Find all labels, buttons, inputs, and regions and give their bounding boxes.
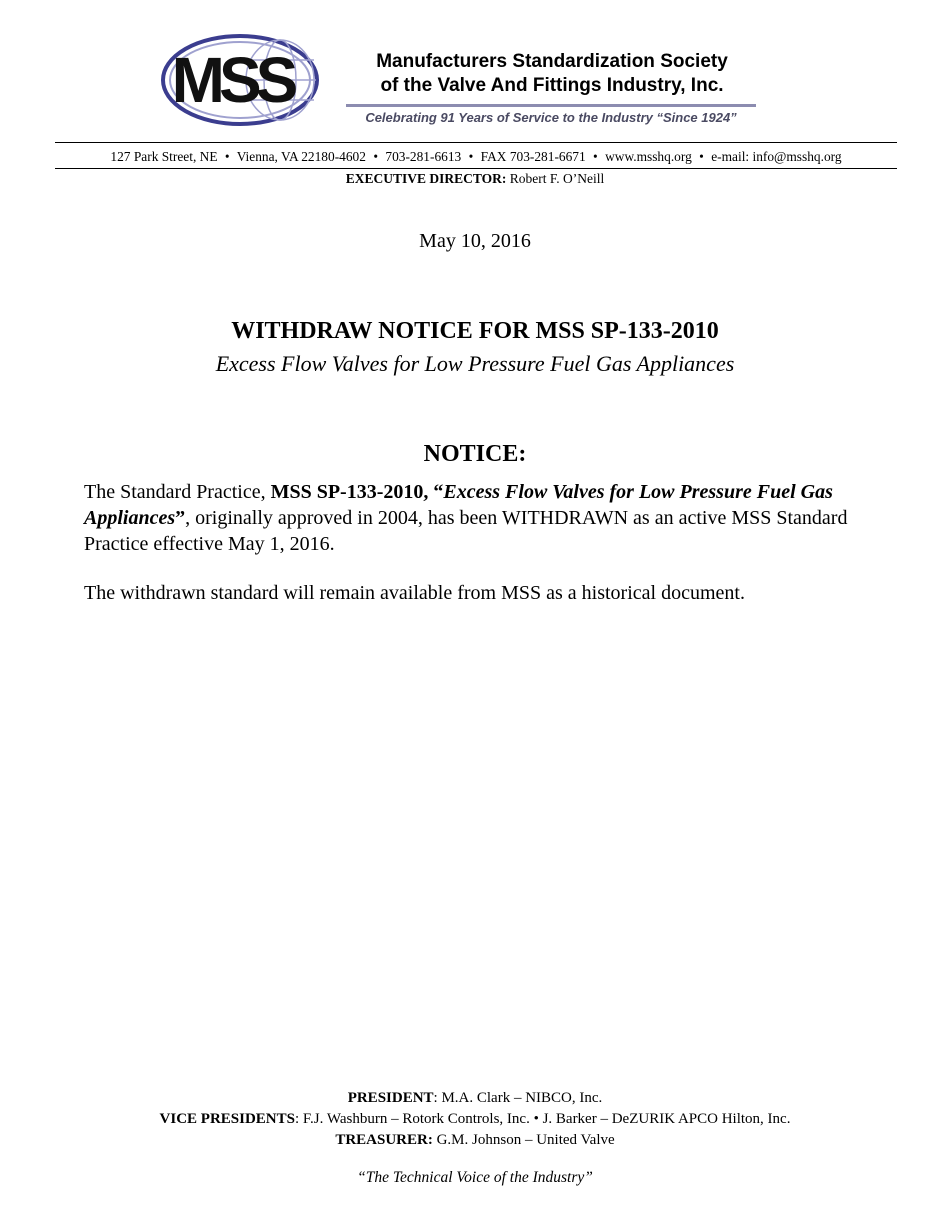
notice-paragraph xyxy=(84,479,884,557)
executive-director xyxy=(0,171,950,187)
org-name-line1: Manufacturers Standardization Society xyxy=(376,51,728,72)
website-link[interactable]: www.msshq.org xyxy=(605,149,692,164)
treasurer-value: G.M. Johnson – United Valve xyxy=(432,1132,615,1148)
p1-standard-title: Excess Flow Valves for Low Pressure Fuel Gas Appliances xyxy=(84,481,833,529)
notice-heading: NOTICE: xyxy=(423,441,527,467)
president-value: : M.A. Clark – NIBCO, Inc. xyxy=(433,1090,603,1106)
president-label: PRESIDENT xyxy=(347,1090,434,1106)
p1-suffix: , originally approved in 2004, has been WITHDRAWN as an active MSS Standard Practice effective May 1, 2016. xyxy=(84,507,848,555)
availability-paragraph: The withdrawn standard will remain available from MSS as a historical document. xyxy=(84,582,745,604)
president-line xyxy=(0,1088,950,1109)
treasurer-label: TREASURER: xyxy=(335,1132,433,1148)
treasurer-line xyxy=(0,1130,950,1151)
organization-name xyxy=(346,50,758,98)
tagline: Celebrating 91 Years of Service to the Industry “Since 1924” xyxy=(365,110,737,125)
bullet-separator: • xyxy=(373,149,379,164)
exec-name: Robert F. O’Neill xyxy=(509,171,605,186)
org-name-line2: of the Valve And Fittings Industry, Inc. xyxy=(380,75,724,96)
motto: “The Technical Voice of the Industry” xyxy=(357,1169,593,1186)
p1-close-quote: ” xyxy=(175,507,186,529)
street-address: 127 Park Street, NE xyxy=(110,149,218,164)
phone: 703-281-6613 xyxy=(385,149,462,164)
mss-logo xyxy=(160,30,320,130)
p1-standard-number: MSS SP-133-2010, “ xyxy=(270,481,444,503)
logo-text: MSS xyxy=(171,44,293,116)
bullet-separator: • xyxy=(468,149,474,164)
city-address: Vienna, VA 22180-4602 xyxy=(236,149,366,164)
exec-label: EXECUTIVE DIRECTOR: xyxy=(345,171,507,186)
notice-subtitle: Excess Flow Valves for Low Pressure Fuel Gas Appliances xyxy=(215,351,735,376)
bullet-separator: • xyxy=(593,149,598,164)
bullet-separator: • xyxy=(224,149,230,164)
fax: FAX 703-281-6671 xyxy=(480,149,586,164)
vice-presidents-line xyxy=(0,1109,950,1130)
email-link[interactable]: e-mail: info@msshq.org xyxy=(711,149,842,164)
vp-label: VICE PRESIDENTS xyxy=(159,1111,295,1127)
address-bar xyxy=(55,149,897,165)
org-name-rule xyxy=(346,104,756,107)
address-top-rule xyxy=(55,142,897,143)
notice-title: WITHDRAW NOTICE FOR MSS SP-133-2010 xyxy=(231,318,719,344)
letter-date: May 10, 2016 xyxy=(419,230,531,252)
address-bottom-rule xyxy=(55,168,897,169)
p1-prefix: The Standard Practice, xyxy=(84,481,271,503)
bullet-separator: • xyxy=(699,149,704,164)
vp-value: : F.J. Washburn – Rotork Controls, Inc. • J. Barker – DeZURIK APCO Hilton, Inc. xyxy=(295,1111,791,1127)
officers-list xyxy=(0,1088,950,1151)
